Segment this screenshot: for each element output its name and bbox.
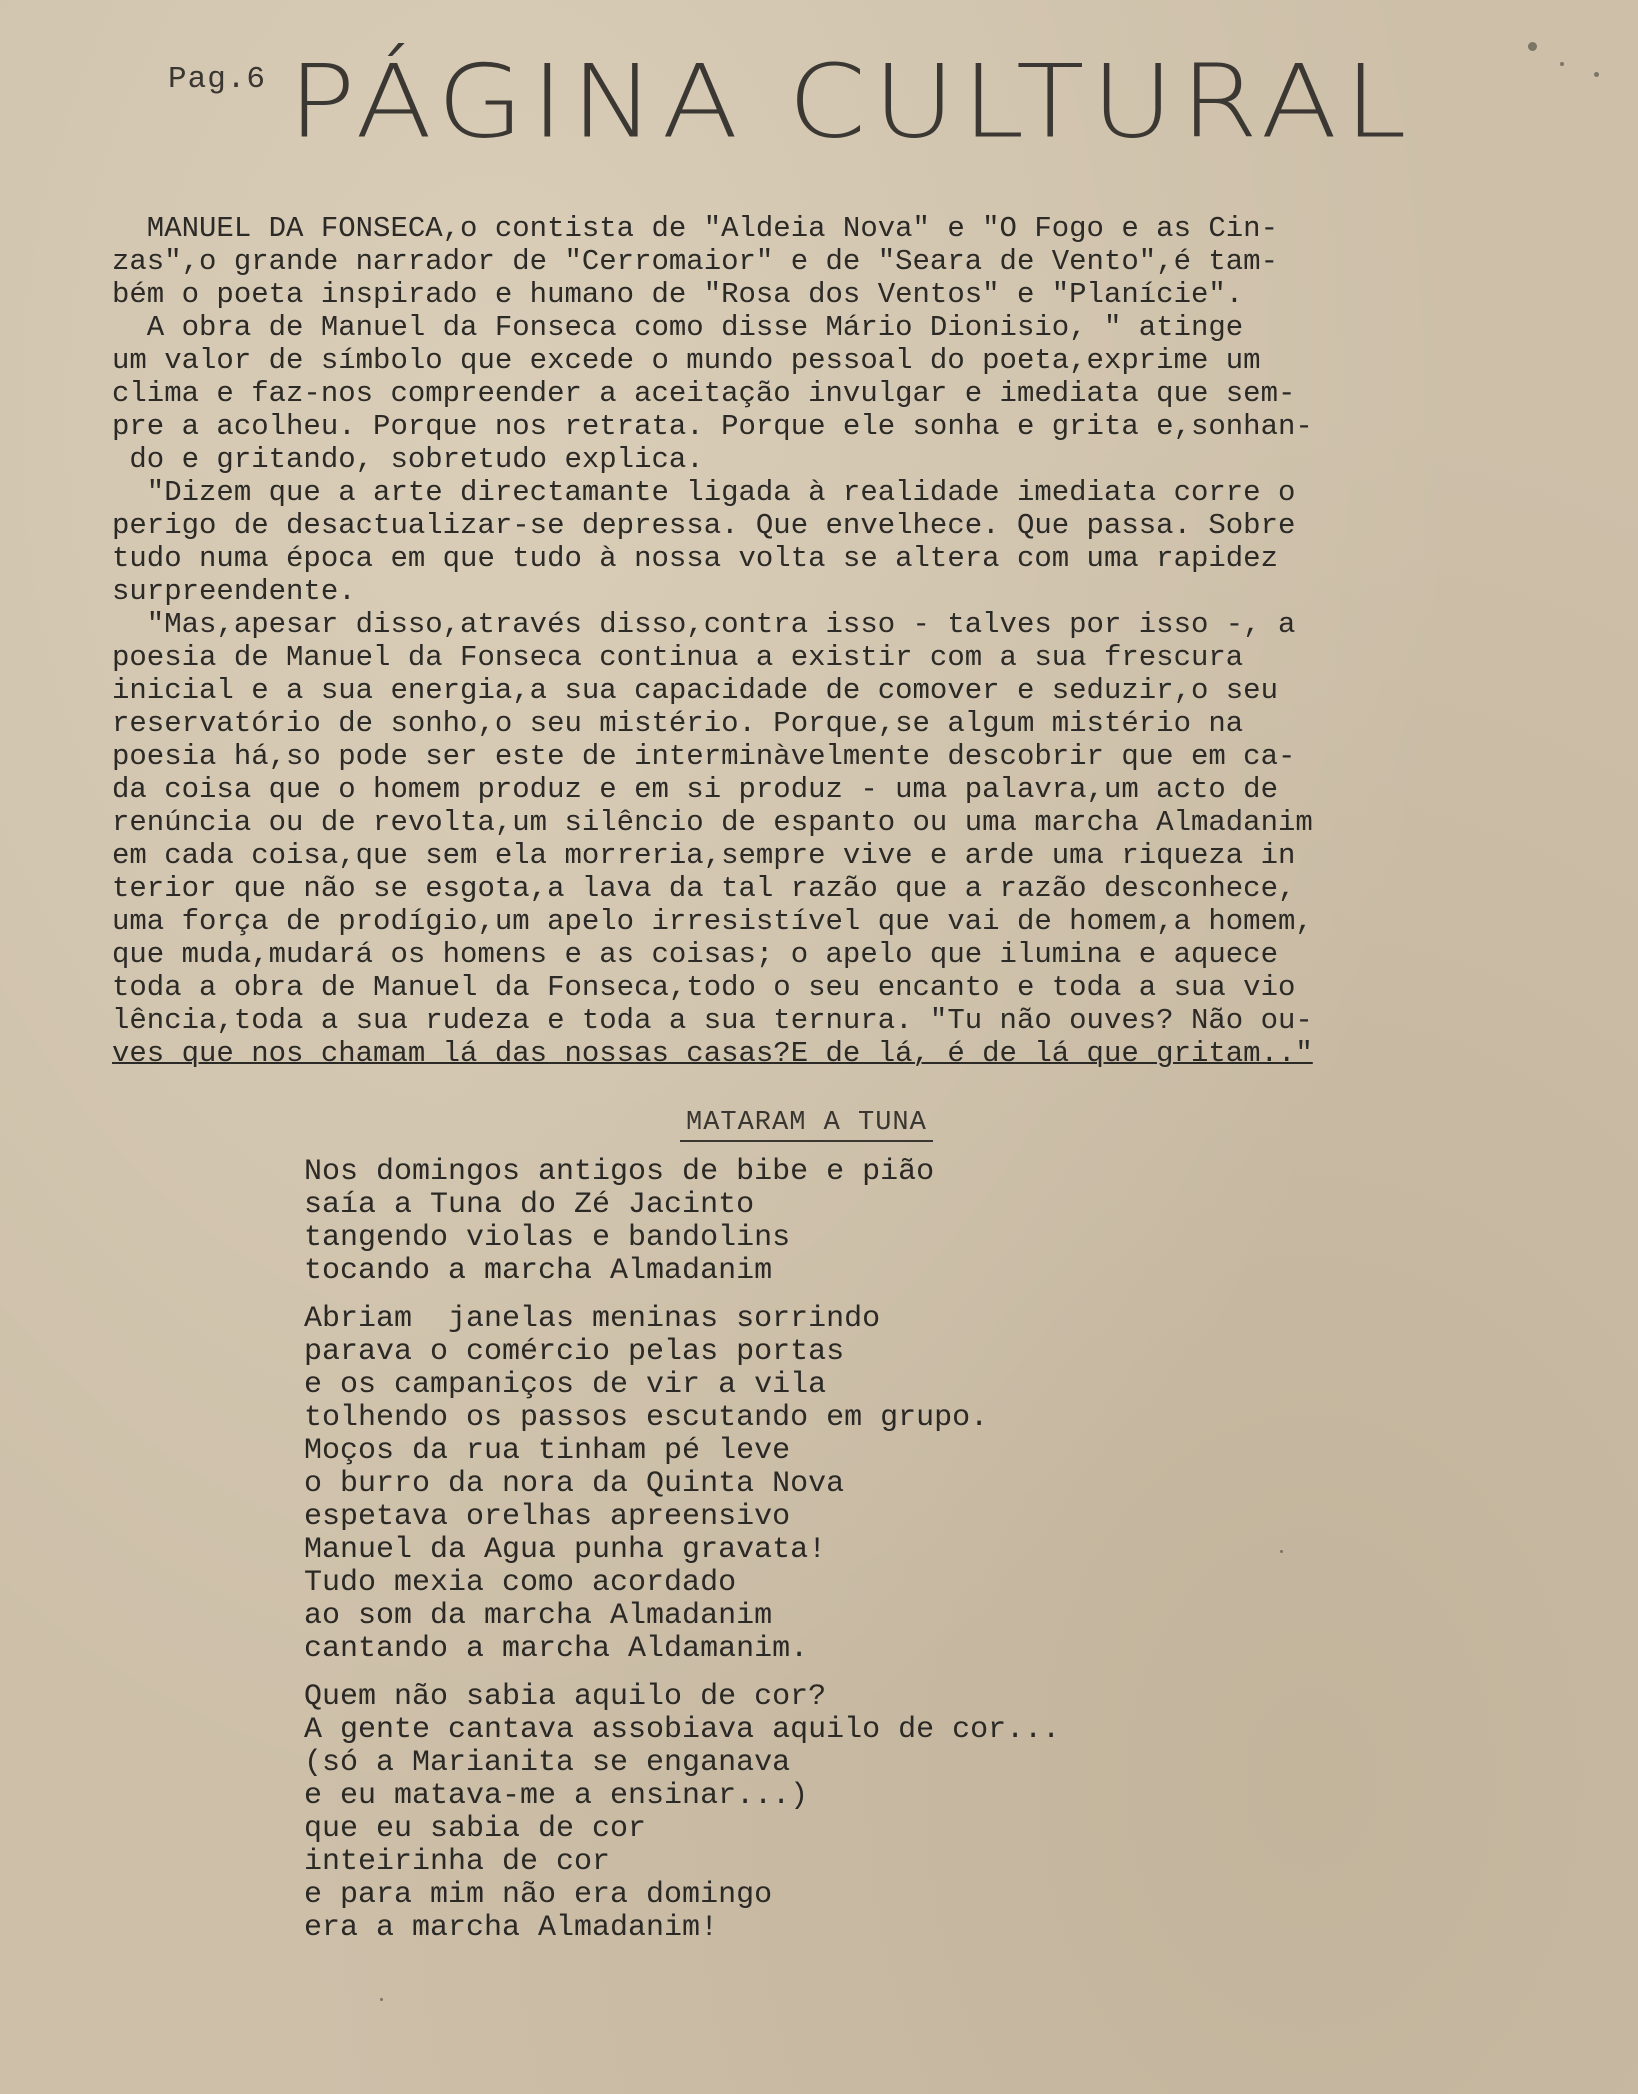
prose-line: "Dizem que a arte directamante ligada à realidade imediata corre o: [112, 476, 1296, 509]
prose-line: toda a obra de Manuel da Fonseca,todo o seu encanto e toda a sua vio: [112, 971, 1296, 1004]
prose-line: perigo de desactualizar-se depressa. Que envelhece. Que passa. Sobre: [112, 509, 1296, 542]
poem-verse: cantando a marcha Aldamanim.: [304, 1632, 809, 1666]
poem-title: MATARAM A TUNA: [680, 1108, 933, 1142]
poem-verse: Manuel da Agua punha gravata!: [304, 1533, 827, 1567]
prose-line: pre a acolheu. Porque nos retrata. Porque ele sonha e grita e,sonhan-: [112, 410, 1313, 443]
ink-speck: [1280, 1550, 1283, 1553]
poem-verse: tolhendo os passos escutando em grupo.: [304, 1401, 989, 1435]
prose-line: surpreendente.: [112, 575, 356, 608]
prose-line: renúncia ou de revolta,um silêncio de espanto ou uma marcha Almadanim: [112, 806, 1313, 839]
prose-line: uma força de prodígio,um apelo irresistível que vai de homem,a homem,: [112, 905, 1313, 938]
poem-body: [304, 1156, 1204, 1960]
poem-verse: que eu sabia de cor: [304, 1812, 647, 1846]
prose-line: do e gritando, sobretudo explica.: [112, 443, 704, 476]
poem-stanza: [304, 1303, 1204, 1666]
prose-line: reservatório de sonho,o seu mistério. Porque,se algum mistério na: [112, 707, 1244, 740]
prose-line: poesia de Manuel da Fonseca continua a existir com a sua frescura: [112, 641, 1244, 674]
prose-line: "Mas,apesar disso,através disso,contra isso - talves por isso -, a: [112, 608, 1296, 641]
poem-verse: tangendo violas e bandolins: [304, 1221, 791, 1255]
prose-line: A obra de Manuel da Fonseca como disse Mário Dionisio, " atinge: [112, 311, 1244, 344]
ink-speck: [380, 1998, 383, 2001]
poem-verse: Nos domingos antigos de bibe e pião: [304, 1155, 935, 1189]
poem-verse: parava o comércio pelas portas: [304, 1335, 845, 1369]
poem-verse: Abriam janelas meninas sorrindo: [304, 1302, 881, 1336]
poem-verse: Tudo mexia como acordado: [304, 1566, 737, 1600]
prose-line: bém o poeta inspirado e humano de "Rosa dos Ventos" e "Planície".: [112, 278, 1244, 311]
prose-line: poesia há,so pode ser este de interminàvelmente descobrir que em ca-: [112, 740, 1296, 773]
poem-stanza: [304, 1156, 1204, 1288]
poem-verse: e os campaniços de vir a vila: [304, 1368, 827, 1402]
poem-verse: era a marcha Almadanim!: [304, 1911, 719, 1945]
prose-line: da coisa que o homem produz e em si produz - uma palavra,um acto de: [112, 773, 1278, 806]
poem-verse: tocando a marcha Almadanim: [304, 1254, 773, 1288]
article-body: [112, 212, 1532, 1070]
ink-speck: [1560, 62, 1564, 66]
prose-line: lência,toda a sua rudeza e toda a sua ternura. "Tu não ouves? Não ou-: [112, 1004, 1313, 1037]
poem-verse: (só a Marianita se enganava: [304, 1746, 791, 1780]
poem-verse: saía a Tuna do Zé Jacinto: [304, 1188, 755, 1222]
prose-line: MANUEL DA FONSECA,o contista de "Aldeia Nova" e "O Fogo e as Cin-: [112, 212, 1278, 245]
prose-line: um valor de símbolo que excede o mundo pessoal do poeta,exprime um: [112, 344, 1261, 377]
section-title: PÁGINA CULTURAL: [288, 43, 1414, 161]
poem-verse: o burro da nora da Quinta Nova: [304, 1467, 845, 1501]
poem-verse: inteirinha de cor: [304, 1845, 611, 1879]
prose-line: que muda,mudará os homens e as coisas; o apelo que ilumina e aquece: [112, 938, 1278, 971]
prose-line: clima e faz-nos compreender a aceitação invulgar e imediata que sem-: [112, 377, 1296, 410]
poem-verse: espetava orelhas apreensivo: [304, 1500, 791, 1534]
poem-verse: e eu matava-me a ensinar...): [304, 1779, 809, 1813]
ink-speck: [1528, 42, 1537, 51]
poem-verse: Quem não sabia aquilo de cor?: [304, 1680, 827, 1714]
prose-line: tudo numa época em que tudo à nossa volta se altera com uma rapidez: [112, 542, 1278, 575]
prose-line: ves que nos chamam lá das nossas casas?E de lá, é de lá que gritam..": [112, 1037, 1313, 1070]
poem-stanza: [304, 1681, 1204, 1945]
poem-verse: ao som da marcha Almadanim: [304, 1599, 773, 1633]
page-number: Pag.6: [168, 62, 267, 97]
prose-line: terior que não se esgota,a lava da tal razão que a razão desconhece,: [112, 872, 1296, 905]
prose-line: zas",o grande narrador de "Cerromaior" e de "Seara de Vento",é tam-: [112, 245, 1278, 278]
poem-verse: e para mim não era domingo: [304, 1878, 773, 1912]
poem-verse: Moços da rua tinham pé leve: [304, 1434, 791, 1468]
poem-verse: A gente cantava assobiava aquilo de cor...: [304, 1713, 1061, 1747]
ink-speck: [1594, 72, 1599, 77]
prose-line: em cada coisa,que sem ela morreria,sempre vive e arde uma riqueza in: [112, 839, 1296, 872]
prose-line: inicial e a sua energia,a sua capacidade de comover e seduzir,o seu: [112, 674, 1278, 707]
